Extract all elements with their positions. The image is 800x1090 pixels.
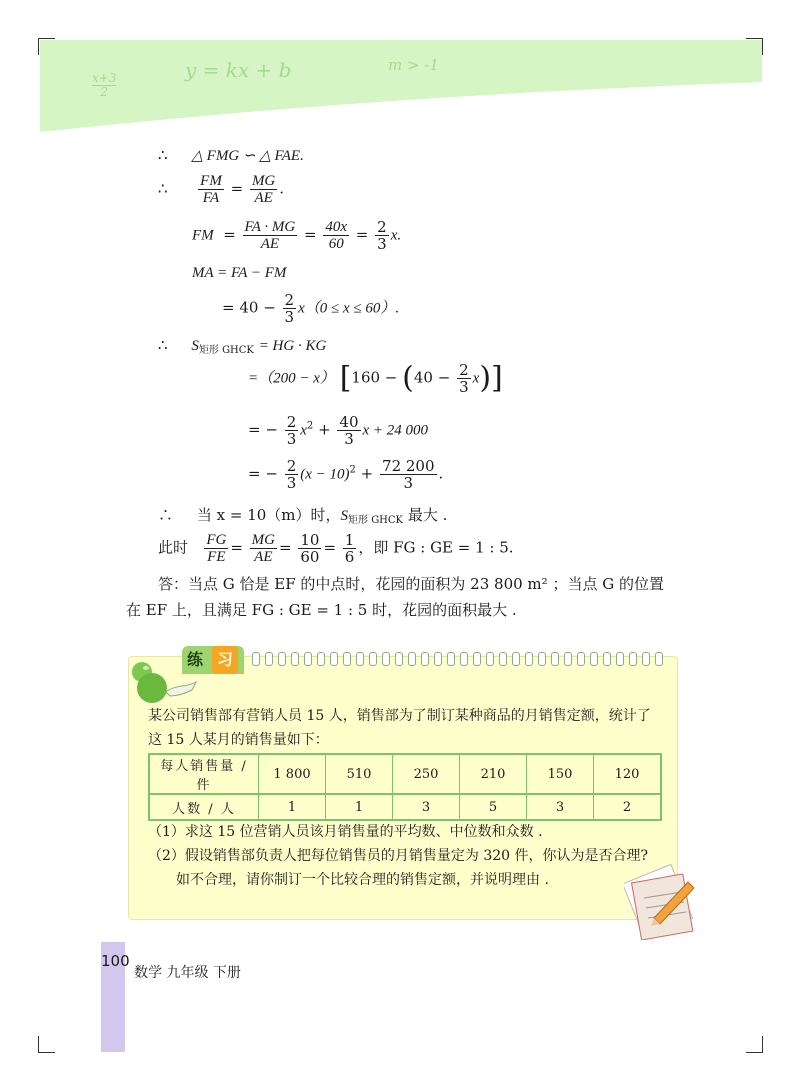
spiral-ring <box>434 652 442 666</box>
proof-line-6: ∴ $S_{矩形 GHCK}$ = HG · KG <box>158 336 327 356</box>
spiral-ring <box>525 652 533 666</box>
table-cell: 210 <box>460 754 527 794</box>
spiral-ring <box>603 652 611 666</box>
banner-inequality: m > -1 <box>388 56 439 74</box>
exercise-title: 练 习 <box>182 646 244 674</box>
spiral-ring <box>304 652 312 666</box>
proof-line-2: ∴ $\frac{FM}{FA}$ = $\frac{MG}{AE}$ . <box>158 173 285 206</box>
table-cell: 3 <box>393 794 460 820</box>
table-cell: 510 <box>326 754 393 794</box>
spiral-ring <box>291 652 299 666</box>
spiral-ring <box>265 652 273 666</box>
spiral-ring <box>512 652 520 666</box>
table-cell: 1 800 <box>259 754 326 794</box>
question-2-continued: 如不合理，请你制订一个比较合理的销售定额，并说明理由 . <box>176 872 549 888</box>
table-row <box>149 754 661 794</box>
spiral-ring <box>317 652 325 666</box>
spiral-ring <box>382 652 390 666</box>
table-cell: 3 <box>527 794 594 820</box>
proof-line-3: FM = $\frac{FA \cdot MG}{AE}$ = $\frac{40x}{60}$ = $\frac{2}{3}$ x. <box>192 218 402 253</box>
proof-line-10: ∴ 当 x = 10（m）时，$S_{矩形 GHCK}$ 最大 . <box>158 506 448 526</box>
banner-fraction: x+3 2 <box>92 71 117 99</box>
proof-line-1: ∴ △ FMG ∽ △ FAE. <box>158 146 304 164</box>
spiral-ring <box>616 652 624 666</box>
crop-mark-bottom-right <box>746 1036 763 1053</box>
spiral-ring <box>499 652 507 666</box>
table-cell: 1 <box>326 794 393 820</box>
proof-line-8: = − $\frac{2}{3}$ $x^2$ + $\frac{40}{3}$ x + 24 000 <box>248 413 429 448</box>
banner-equation: y = kx + b <box>185 58 292 82</box>
spiral-ring <box>486 652 494 666</box>
table-cell: 5 <box>460 794 527 820</box>
table-cell: 1 <box>259 794 326 820</box>
proof-line-7: =（200 − x） [160 − (40 − $\frac{2}{3}$ x)] <box>248 360 503 396</box>
answer-line-1: 答：当点 G 恰是 EF 的中点时，花园的面积为 23 800 m² ；当点 G 的位置 <box>158 575 664 593</box>
question-2: （2）假设销售部负责人把每位销售员的月销售量定为 320 件，你认为是否合理? <box>148 848 649 864</box>
spiral-ring <box>590 652 598 666</box>
book-title: 数学 九年级 下册 <box>134 965 241 981</box>
exercise-intro-line-2: 这 15 人某月的销售量如下： <box>148 732 329 748</box>
spiral-ring <box>538 652 546 666</box>
exercise-intro-line-1: 某公司销售部有营销人员 15 人，销售部为了制订某种商品的月销售定额，统计了 <box>148 708 651 724</box>
notebook-pencil-icon <box>624 862 702 940</box>
crop-mark-bottom-left <box>38 1036 55 1053</box>
spiral-ring <box>330 652 338 666</box>
spiral-ring <box>551 652 559 666</box>
spiral-ring <box>395 652 403 666</box>
spiral-ring <box>577 652 585 666</box>
table-cell: 250 <box>393 754 460 794</box>
spiral-ring <box>473 652 481 666</box>
table-cell: 2 <box>594 794 662 820</box>
spiral-ring <box>655 652 663 666</box>
spiral-ring <box>564 652 572 666</box>
spiral-ring <box>356 652 364 666</box>
table-row <box>149 794 661 820</box>
proof-line-4: MA = FA − FM <box>192 265 287 281</box>
table-cell: 150 <box>527 754 594 794</box>
spiral-ring <box>408 652 416 666</box>
spiral-ring <box>460 652 468 666</box>
answer-line-2: 在 EF 上，且满足 FG : GE = 1 : 5 时，花园的面积最大 . <box>126 601 517 619</box>
proof-line-5: = 40 − $\frac{2}{3}$ x（0 ≤ x ≤ 60）. <box>222 291 400 326</box>
spiral-ring <box>629 652 637 666</box>
sales-table <box>148 753 662 821</box>
page-number: 100 <box>101 952 130 970</box>
table-header-cell: 每人销售量 / 件 <box>149 754 259 794</box>
table-cell: 120 <box>594 754 662 794</box>
question-1: （1）求这 15 位营销人员该月销售量的平均数、中位数和众数 . <box>148 824 543 840</box>
spiral-ring <box>447 652 455 666</box>
spiral-ring <box>642 652 650 666</box>
spiral-ring <box>369 652 377 666</box>
proof-line-9: = − $\frac{2}{3}$ $(x - 10)^2$ + $\frac{72 200}{3}$ . <box>248 457 444 492</box>
pear-mascot-icon <box>126 658 206 708</box>
spiral-ring <box>343 652 351 666</box>
spiral-ring <box>252 652 260 666</box>
table-header-cell: 人数 / 人 <box>149 794 259 820</box>
proof-line-11: 此时 $\frac{FG}{FE}$ = $\frac{MG}{AE}$ = $\frac{10}{60}$ = $\frac{1}{6}$ ，即 FG : GE = 1 : 5. <box>158 531 514 566</box>
spiral-ring <box>421 652 429 666</box>
header-banner <box>40 40 762 140</box>
spiral-ring <box>278 652 286 666</box>
